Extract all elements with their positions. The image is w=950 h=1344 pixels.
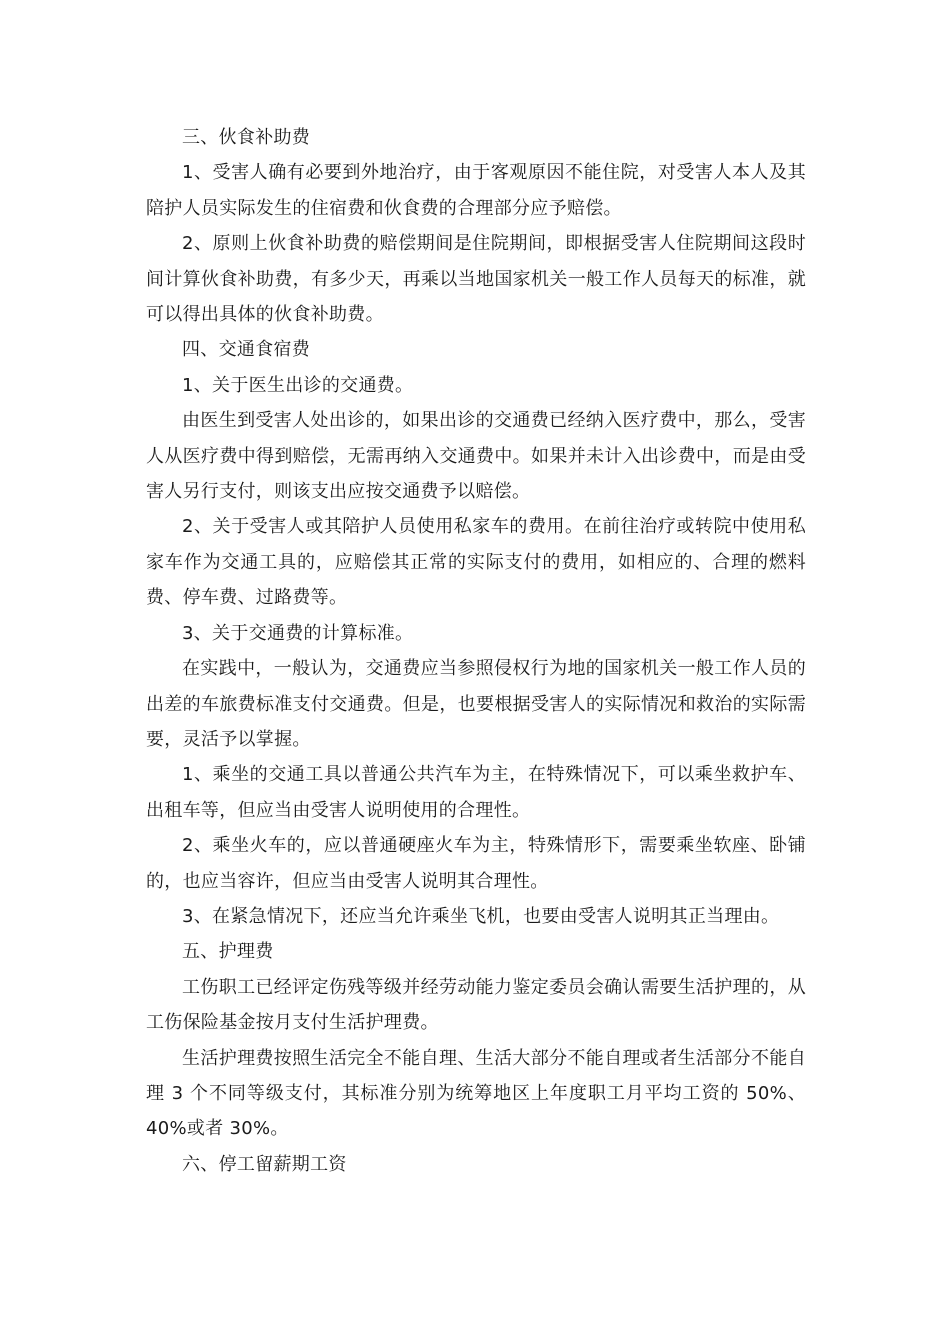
section-heading-nursing-fee: 五、护理费 [182,941,274,963]
section-heading-transport-lodging: 四、交通食宿费 [182,339,311,361]
paragraph: 1、关于医生出诊的交通费。 [182,374,414,396]
section-heading-suspended-wages: 六、停工留薪期工资 [182,1153,347,1175]
paragraph: 2、乘坐火车的，应以普通硬座火车为主，特殊情形下，需要乘坐软座、卧铺的，也应当容许，但应当由受害人说明其合理性。 [146,835,806,892]
paragraph: 2、原则上伙食补助费的赔偿期间是住院期间，即根据受害人住院期间这段时间计算伙食补助费，有多少天，再乘以当地国家机关一般工作人员每天的标准，就可以得出具体的伙食补助费。 [146,233,806,326]
paragraph: 3、关于交通费的计算标准。 [182,622,414,644]
paragraph: 在实践中，一般认为，交通费应当参照侵权行为地的国家机关一般工作人员的出差的车旅费标准支付交通费。但是，也要根据受害人的实际情况和救治的实际需要，灵活予以掌握。 [146,658,806,750]
paragraph: 由医生到受害人处出诊的，如果出诊的交通费已经纳入医疗费中，那么，受害人从医疗费中得到赔偿，无需再纳入交通费中。如果并未计入出诊费中，而是由受害人另行支付，则该支出应按交通费予以赔偿。 [146,410,806,503]
paragraph: 工伤职工已经评定伤残等级并经劳动能力鉴定委员会确认需要生活护理的，从工伤保险基金按月支付生活护理费。 [146,976,806,1034]
paragraph: 1、受害人确有必要到外地治疗，由于客观原因不能住院，对受害人本人及其陪护人员实际发生的住宿费和伙食费的合理部分应予赔偿。 [146,162,806,219]
document-body [146,120,806,1182]
paragraph: 1、乘坐的交通工具以普通公共汽车为主，在特殊情况下，可以乘坐救护车、出租车等，但应当由受害人说明使用的合理性。 [146,764,806,821]
paragraph: 2、关于受害人或其陪护人员使用私家车的费用。在前往治疗或转院中使用私家车作为交通工具的，应赔偿其正常的实际支付的费用，如相应的、合理的燃料费、停车费、过路费等。 [146,516,806,609]
paragraph: 生活护理费按照生活完全不能自理、生活大部分不能自理或者生活部分不能自理 3 个不同等级支付，其标准分别为统筹地区上年度职工月平均工资的 50%、40%或者 30%。 [146,1047,806,1140]
section-heading-meal-subsidy: 三、伙食补助费 [182,127,311,148]
paragraph: 3、在紧急情况下，还应当允许乘坐飞机，也要由受害人说明其正当理由。 [182,905,780,927]
